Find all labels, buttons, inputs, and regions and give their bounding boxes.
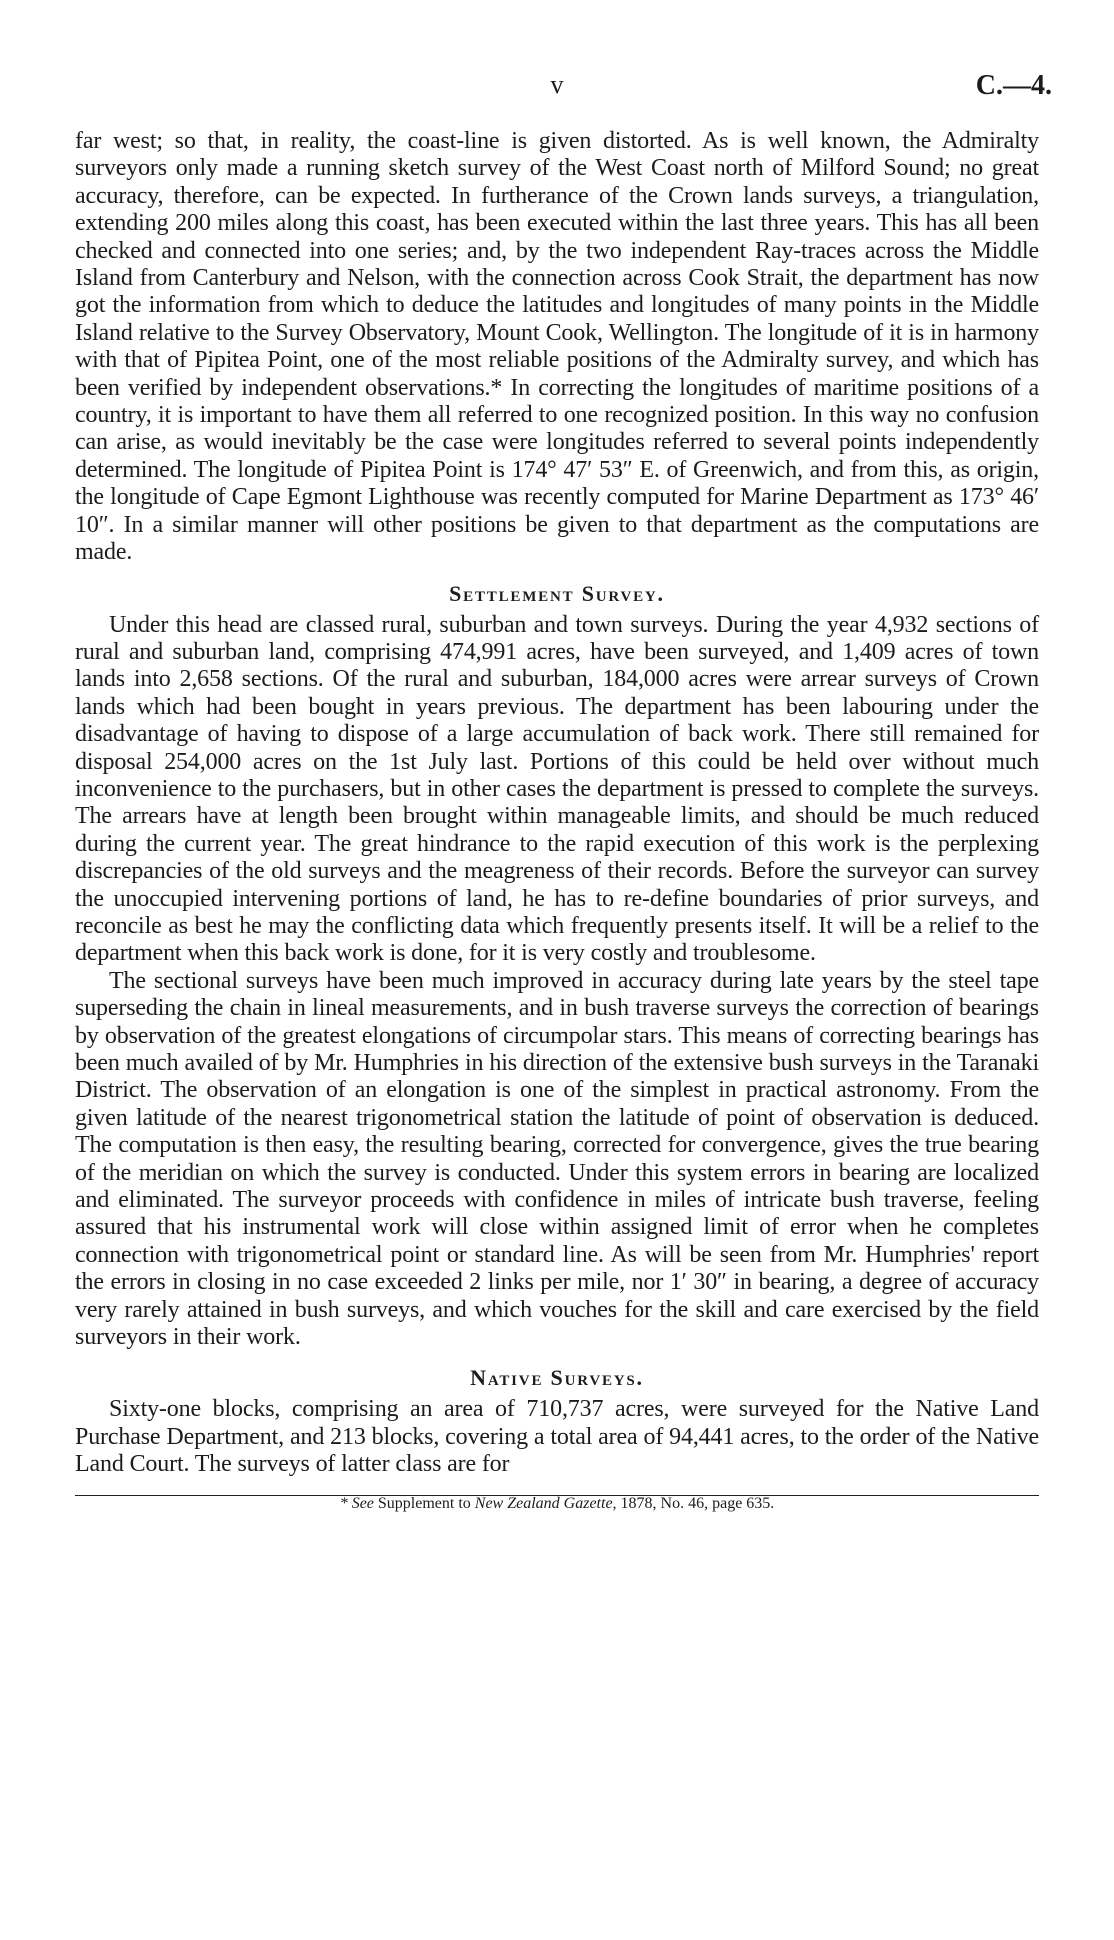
footnote-text-after: 1878, No. 46, page 635. xyxy=(616,1495,775,1512)
document-reference: C.—4. xyxy=(975,70,1052,101)
body-text xyxy=(75,128,1039,1479)
native-surveys-paragraph: Sixty-one blocks, comprising an area of 710,737 acres, were surveyed for the Native Land Purchase Department, and 213 blocks, covering a total area of 94,441 acres, to the order of the Native Land Court. The surveys of latter class are for xyxy=(75,1396,1039,1478)
native-surveys-heading: Native Surveys. xyxy=(470,1365,644,1391)
settlement-paragraph-2: The sectional surveys have been much improved in accuracy during late years by the steel tape superseding the chain in lineal measurements, and in bush traverse surveys the correction of bearings by observation of the greatest elongations of circumpolar stars. This means of correcting bearings has been much availed of by Mr. Humphries in his direction of the extensive bush surveys in the Taranaki District. The observation of an elongation is one of the simplest in practical astronomy. From the given latitude of the nearest trigonometrical station the latitude of point of observation is deduced. The computation is then easy, the resulting bearing, corrected for convergence, gives the true bearing of the meridian on which the survey is conducted. Under this system errors in bearing are localized and eliminated. The surveyor proceeds with confidence in miles of intricate bush traverse, feeling assured that his instrumental work will close within assigned limit of error when he completes connection with trigonometrical point or standard line. As will be seen from Mr. Humphries' report the errors in closing in no case exceeded 2 links per mile, nor 1′ 30″ in bearing, a degree of accuracy very rarely attained in bush surveys, and which vouches for the skill and care exercised by the field surveyors in their work. xyxy=(75,967,1039,1351)
page-number: v xyxy=(550,70,564,99)
intro-paragraph: far west; so that, in reality, the coast-line is given distorted. As is well known, the Admiralty surveyors only made a running sketch survey of the West Coast north of Milford Sound; no great accuracy, therefore, can be expected. In furtherance of the Crown lands surveys, a triangulation, extending 200 miles along this coast, has been executed within the last three years. This has all been checked and connected into one series; and, by the two independent Ray-traces across the Middle Island from Canterbury and Nelson, with the connection across Cook Strait, the department has now got the information from which to deduce the latitudes and longitudes of many points in the Middle Island relative to the Survey Observatory, Mount Cook, Wellington. The longitude of it is in harmony with that of Pipitea Point, one of the most reliable positions of the Admiralty survey, and which has been verified by independent observations.* In correcting the longitudes of maritime positions of a country, it is important to have them all referred to one recognized position. In this way no confusion can arise, as would inevitably be the case were longitudes referred to several points independently determined. The longitude of Pipitea Point is 174° 47′ 53″ E. of Greenwich, and from this, as origin, the longitude of Cape Egmont Lighthouse was recently computed for Marine Department as 173° 46′ 10″. In a similar manner will other positions be given to that department as the computations are made. xyxy=(75,128,1039,566)
settlement-paragraph-1: Under this head are classed rural, suburban and town surveys. During the year 4,932 sections of rural and suburban land, comprising 474,991 acres, have been surveyed, and 1,409 acres of town lands into 2,658 sections. Of the rural and suburban, 184,000 acres were arrear surveys of Crown lands which had been bought in years previous. The department has been labouring under the disadvantage of having to dispose of a large accumulation of back work. There still remained for disposal 254,000 acres on the 1st July last. Portions of this could be held over without much inconvenience to the purchasers, but in other cases the department is pressed to complete the surveys. The arrears have at length been brought within manageable limits, and should be much reduced during the current year. The great hindrance to the rapid execution of this work is the perplexing discrepancies of the old surveys and the meagreness of their records. Before the surveyor can survey the unoccupied intervening portions of land, he has to re-define boundaries of prior surveys, and reconcile as best he may the conflicting data which frequently presents itself. It will be a relief to the department when this back work is done, for it is very costly and troublesome. xyxy=(75,611,1039,967)
settlement-survey-heading: Settlement Survey. xyxy=(449,580,665,606)
footnote xyxy=(75,1493,1039,1515)
footnote-text-before: Supplement to xyxy=(373,1495,475,1512)
footnote-publication: New Zealand Gazette, xyxy=(474,1495,617,1512)
footnote-marker: * See xyxy=(339,1495,374,1512)
